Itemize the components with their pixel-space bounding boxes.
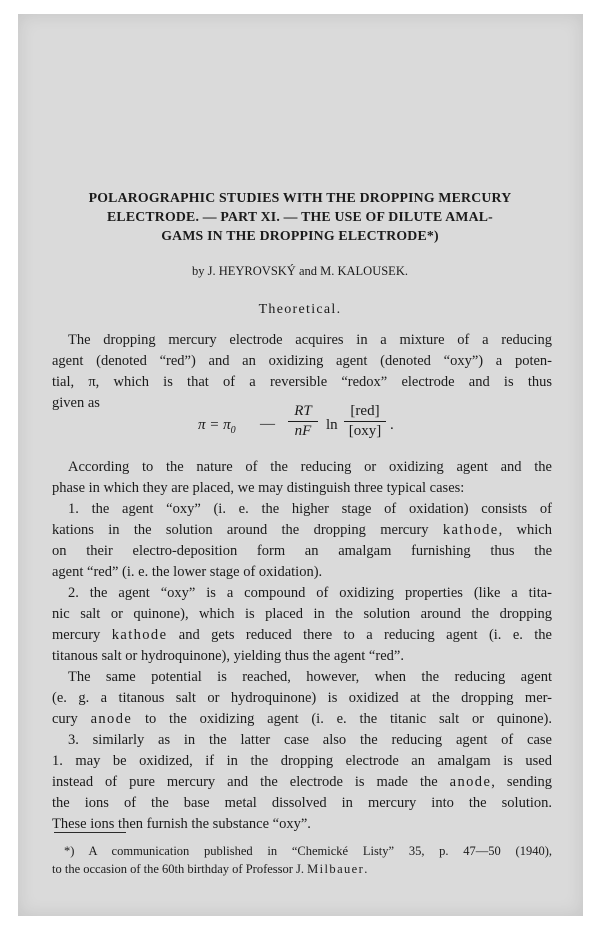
text-line: 2. the agent “oxy” is a compound of oxidizing properties (like a tita- xyxy=(68,585,552,601)
intro-paragraph xyxy=(52,330,552,414)
text-line: phase in which they are placed, we may distinguish three typical cases: xyxy=(52,480,465,496)
text-line: on their electro-deposition form an amalgam furnishing thus the xyxy=(52,543,552,559)
footnote-line: *) A communication published in “Chemické Listy” 35, p. 47—50 (1940), xyxy=(64,844,552,858)
text-line: instead of pure mercury and the electrode is made the anode, sending xyxy=(52,774,552,790)
text-line: (e. g. a titanous salt or hydroquinone) is oxidized at the dropping mer- xyxy=(52,690,552,706)
footnote-line: to the occasion of the 60th birthday of Professor J. Milbauer. xyxy=(52,862,368,876)
text-line: the ions of the base metal dissolved in mercury into the solution. xyxy=(52,795,552,811)
title-line: ELECTRODE. — PART XI. — THE USE OF DILUTE AMAL- xyxy=(107,209,493,224)
text-line: mercury kathode and gets reduced there to a reducing agent (i. e. the xyxy=(52,627,552,643)
spaced-word: anode xyxy=(90,711,133,727)
formula-fraction-rt-nf: RT nF xyxy=(288,403,318,440)
spaced-word: kathode xyxy=(442,522,499,538)
title-line: GAMS IN THE DROPPING ELECTRODE*) xyxy=(161,228,439,243)
text-line: given as xyxy=(52,395,100,411)
text-line: 1. may be oxidized, if in the dropping electrode an amalgam is used xyxy=(52,753,552,769)
footnote xyxy=(52,842,552,878)
section-heading: Theoretical. xyxy=(258,302,342,317)
formula-fraction-red-oxy: [red] [oxy] xyxy=(344,403,386,440)
formula-ln: ln xyxy=(326,417,338,433)
text-line: agent “red” (i. e. the lower stage of oxidation). xyxy=(52,564,323,580)
text-line: nic salt or quinone), which is placed in the solution around the dropping xyxy=(52,606,552,622)
text-line: The dropping mercury electrode acquires in a mixture of a reducing xyxy=(68,332,552,348)
text-line: titanous salt or hydroquinone), yielding thus the agent “red”. xyxy=(52,648,404,664)
text-line: These ions then furnish the substance “oxy”. xyxy=(52,816,311,832)
formula-lhs: $\pi = \pi_0$ xyxy=(198,417,236,436)
formula-minus: — xyxy=(260,416,275,432)
text-line: According to the nature of the reducing or oxidizing agent and the xyxy=(68,459,552,475)
title-line: POLAROGRAPHIC STUDIES WITH THE DROPPING MERCURY xyxy=(88,190,512,205)
authors: by J. HEYROVSKÝ and M. KALOUSEK. xyxy=(192,264,408,278)
formula-end: . xyxy=(390,417,394,433)
spaced-word: anode xyxy=(449,774,492,790)
text-line: agent (denoted “red”) and an oxidizing agent (denoted “oxy”) a poten- xyxy=(52,353,552,369)
text-line: cury anode to the oxidizing agent (i. e. the titanic salt or quinone). xyxy=(52,711,552,727)
text-line: tial, π, which is that of a reversible “redox” electrode and is thus xyxy=(52,374,552,390)
text-line: 3. similarly as in the latter case also the reducing agent of case xyxy=(68,732,552,748)
text-line: kations in the solution around the dropping mercury kathode, which xyxy=(52,522,552,538)
spaced-word: kathode xyxy=(111,627,168,643)
spaced-word: Milbauer xyxy=(307,862,365,876)
footnote-rule xyxy=(54,832,126,833)
text-line: 1. the agent “oxy” (i. e. the higher stage of oxidation) consists of xyxy=(68,501,552,517)
article-title xyxy=(50,188,550,245)
body-text xyxy=(52,457,552,835)
text-line: The same potential is reached, however, when the reducing agent xyxy=(68,669,552,685)
